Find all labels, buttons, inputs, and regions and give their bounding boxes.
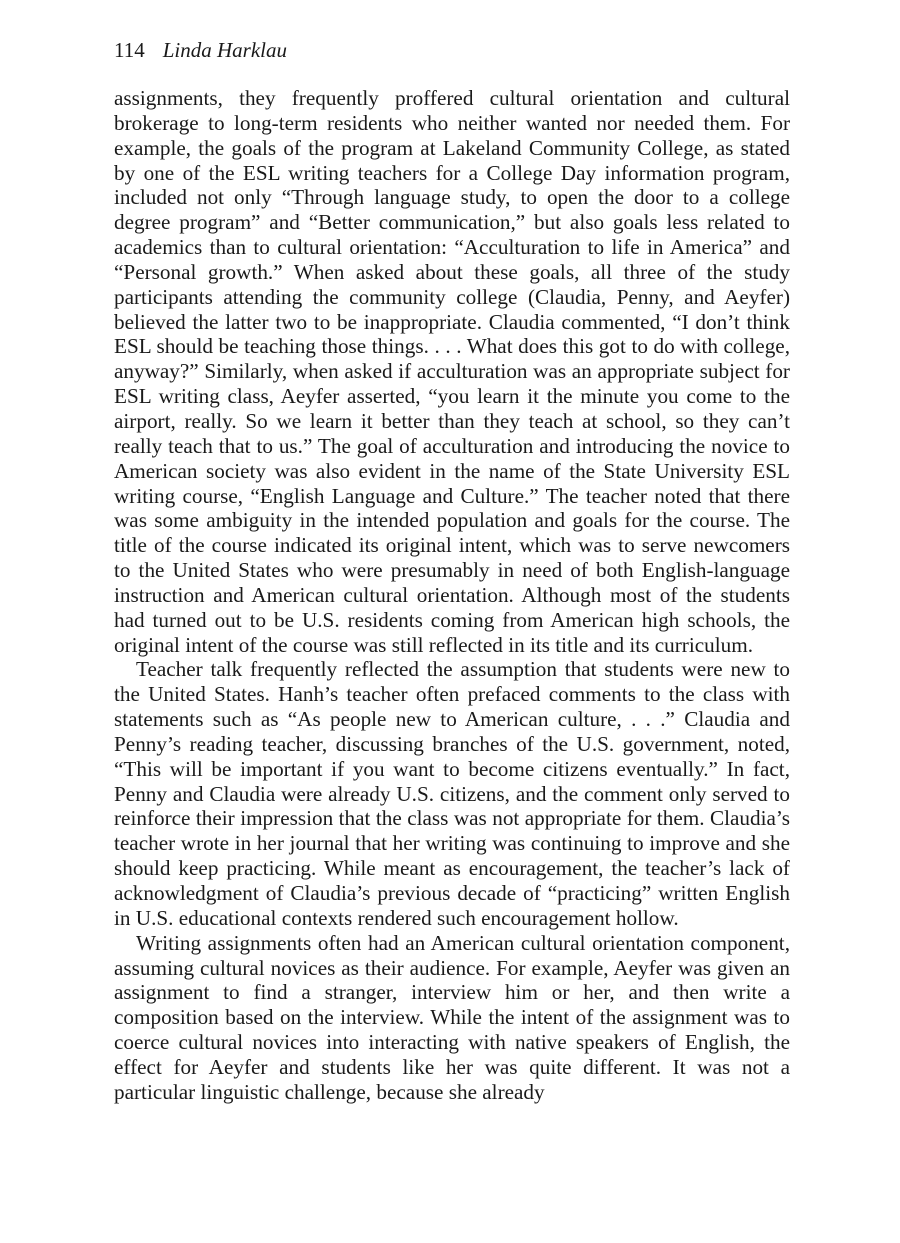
paragraph-writing-assignments: Writing assignments often had an American cultural orientation component, assuming cultural novices as their audience. For example, Aeyfer was given an assignment to find a stranger, interview him or her, and then write a composition based on the interview. While the intent of the assignment was to coerce cultural novices into interacting with native speakers of English, the effect for Aeyfer and students like her was quite different. It was not a particular linguistic challenge, because she already: [114, 930, 790, 1104]
paragraph-continued: assignments, they frequently proffered cultural orientation and cultural brokerage to long-term residents who neither wanted nor needed them. For example, the goals of the program at Lakeland Community College, as stated by one of the ESL writing teachers for a College Day information program, included not only “Through language study, to open the door to a college degree program” and “Better communication,” but also goals less related to academics than to cultural orientation: “Acculturation to life in America” and “Personal growth.” When asked about these goals, all three of the study participants attending the community college (Claudia, Penny, and Aeyfer) believed the latter two to be inappropriate. Claudia commented, “I don’t think ESL should be teaching those things. . . . What does this got to do with college, anyway?” Similarly, when asked if acculturation was an appropriate subject for ESL writing class, Aeyfer asserted, “you learn it the minute you come to the airport, really. So we learn it better than they teach at school, so they can’t really teach that to us.” The goal of acculturation and introducing the novice to American society was also evident in the name of the State University ESL writing course, “English Language and Culture.” The teacher noted that there was some ambiguity in the intended population and goals for the course. The title of the course indicated its original intent, which was to serve newcomers to the United States who were presumably in need of both English-language instruction and American cultural orientation. Although most of the students had turned out to be U.S. residents coming from American high schools, the original intent of the course was still reflected in its title and its curriculum.: [114, 86, 790, 657]
body-text: [114, 86, 790, 1105]
page-number: 114: [114, 38, 145, 62]
paragraph-teacher-talk: Teacher talk frequently reflected the assumption that students were new to the United States. Hanh’s teacher often prefaced comments to the class with statements such as “As people new to American culture, . . .” Claudia and Penny’s reading teacher, discussing branches of the U.S. government, noted, “This will be important if you want to become citizens eventually.” In fact, Penny and Claudia were already U.S. citizens, and the comment only served to reinforce their impression that the class was not appropriate for them. Claudia’s teacher wrote in her journal that her writing was continuing to improve and she should keep practicing. While meant as encouragement, the teacher’s lack of acknowledgment of Claudia’s previous decade of “practicing” written English in U.S. educational contexts rendered such encouragement hollow.: [114, 657, 790, 930]
running-head-author: Linda Harklau: [162, 38, 287, 62]
book-page: [114, 36, 790, 1105]
running-head: [114, 36, 790, 64]
